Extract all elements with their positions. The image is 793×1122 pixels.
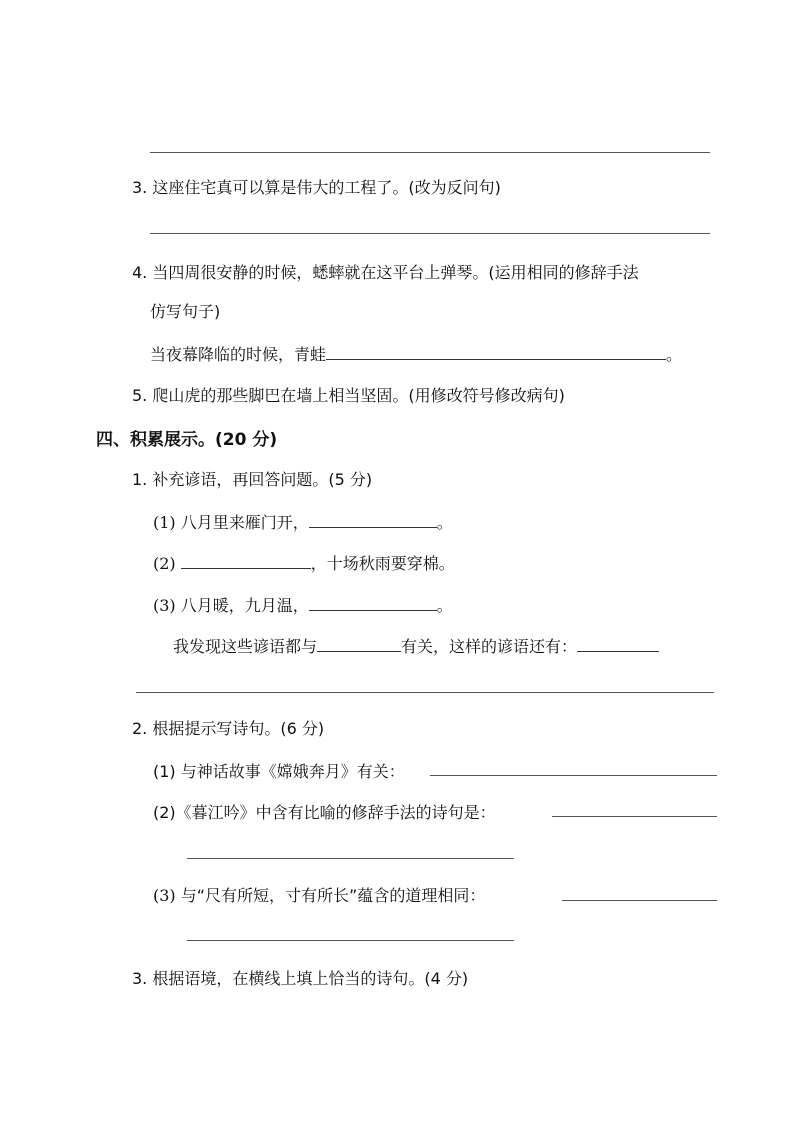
answer-blank-proverb-3[interactable] xyxy=(309,596,437,611)
answer-blank-proverb-1[interactable] xyxy=(309,513,437,528)
answer-line-poem-3a[interactable] xyxy=(562,900,717,901)
answer-line-poem-3b[interactable] xyxy=(187,940,514,941)
proverb-finding xyxy=(173,634,659,657)
answer-line-poem-1[interactable] xyxy=(430,775,717,776)
question-3-text: 3. 这座住宅真可以算是伟大的工程了。(改为反问句) xyxy=(132,178,501,197)
proverb-2 xyxy=(153,551,455,574)
answer-blank-proverb-2[interactable] xyxy=(181,554,311,569)
answer-line-poem-2a[interactable] xyxy=(552,816,717,817)
poem-prompt-2: (2)《暮江吟》中含有比喻的修辞手法的诗句是： xyxy=(153,803,496,822)
poem-prompt-1: (1) 与神话故事《嫦娥奔月》有关： xyxy=(153,762,405,781)
question-4-prompt xyxy=(150,342,682,365)
section-4-q1-title: 1. 补充谚语，再回答问题。(5 分) xyxy=(132,470,373,489)
answer-line-q3[interactable] xyxy=(150,233,710,234)
proverb-3 xyxy=(153,593,453,616)
section-4-title: 四、积累展示。(20 分) xyxy=(96,430,278,450)
answer-blank-finding-more[interactable] xyxy=(577,637,659,652)
answer-blank-finding-topic[interactable] xyxy=(317,637,401,652)
proverb-1-end: 。 xyxy=(436,513,453,532)
poem-prompt-3 xyxy=(153,883,485,906)
section-4-q3-title: 3. 根据语境，在横线上填上恰当的诗句。(4 分) xyxy=(132,969,469,988)
answer-line-top[interactable] xyxy=(150,152,710,153)
answer-line-poem-2b[interactable] xyxy=(187,858,514,859)
question-4-end: 。 xyxy=(666,345,683,364)
proverb-finding-a: 我发现这些谚语都与 xyxy=(173,637,318,656)
proverb-3-end: 。 xyxy=(436,596,453,615)
question-4-prompt-text: 当夜幕降临的时候，青蛙 xyxy=(150,345,327,364)
answer-blank-q4[interactable] xyxy=(326,345,666,360)
answer-line-proverbs[interactable] xyxy=(136,692,714,693)
proverb-2-number: (2) xyxy=(153,554,176,573)
section-4-q2-title: 2. 根据提示写诗句。(6 分) xyxy=(132,719,325,738)
poem-prompt-3-text: 与“尺有所短，寸有所长”蕴含的道理相同： xyxy=(180,886,486,905)
poem-prompt-3-number: (3) xyxy=(153,886,176,905)
question-5-text: 5. 爬山虎的那些脚巴在墙上相当坚固。(用修改符号修改病句) xyxy=(132,386,565,405)
proverb-3-text: 八月暖，九月温， xyxy=(180,596,309,615)
proverb-1-number: (1) xyxy=(153,513,176,532)
proverb-3-number: (3) xyxy=(153,596,176,615)
proverb-finding-b: 有关，这样的谚语还有： xyxy=(401,637,578,656)
proverb-1-text: 八月里来雁门开， xyxy=(180,513,309,532)
question-4-text-line2: 仿写句子) xyxy=(150,302,221,321)
question-4-text-line1: 4. 当四周很安静的时候，蟋蟀就在这平台上弹琴。(运用相同的修辞手法 xyxy=(132,263,639,282)
proverb-2-text: ，十场秋雨要穿棉。 xyxy=(310,554,455,573)
proverb-1 xyxy=(153,510,453,533)
